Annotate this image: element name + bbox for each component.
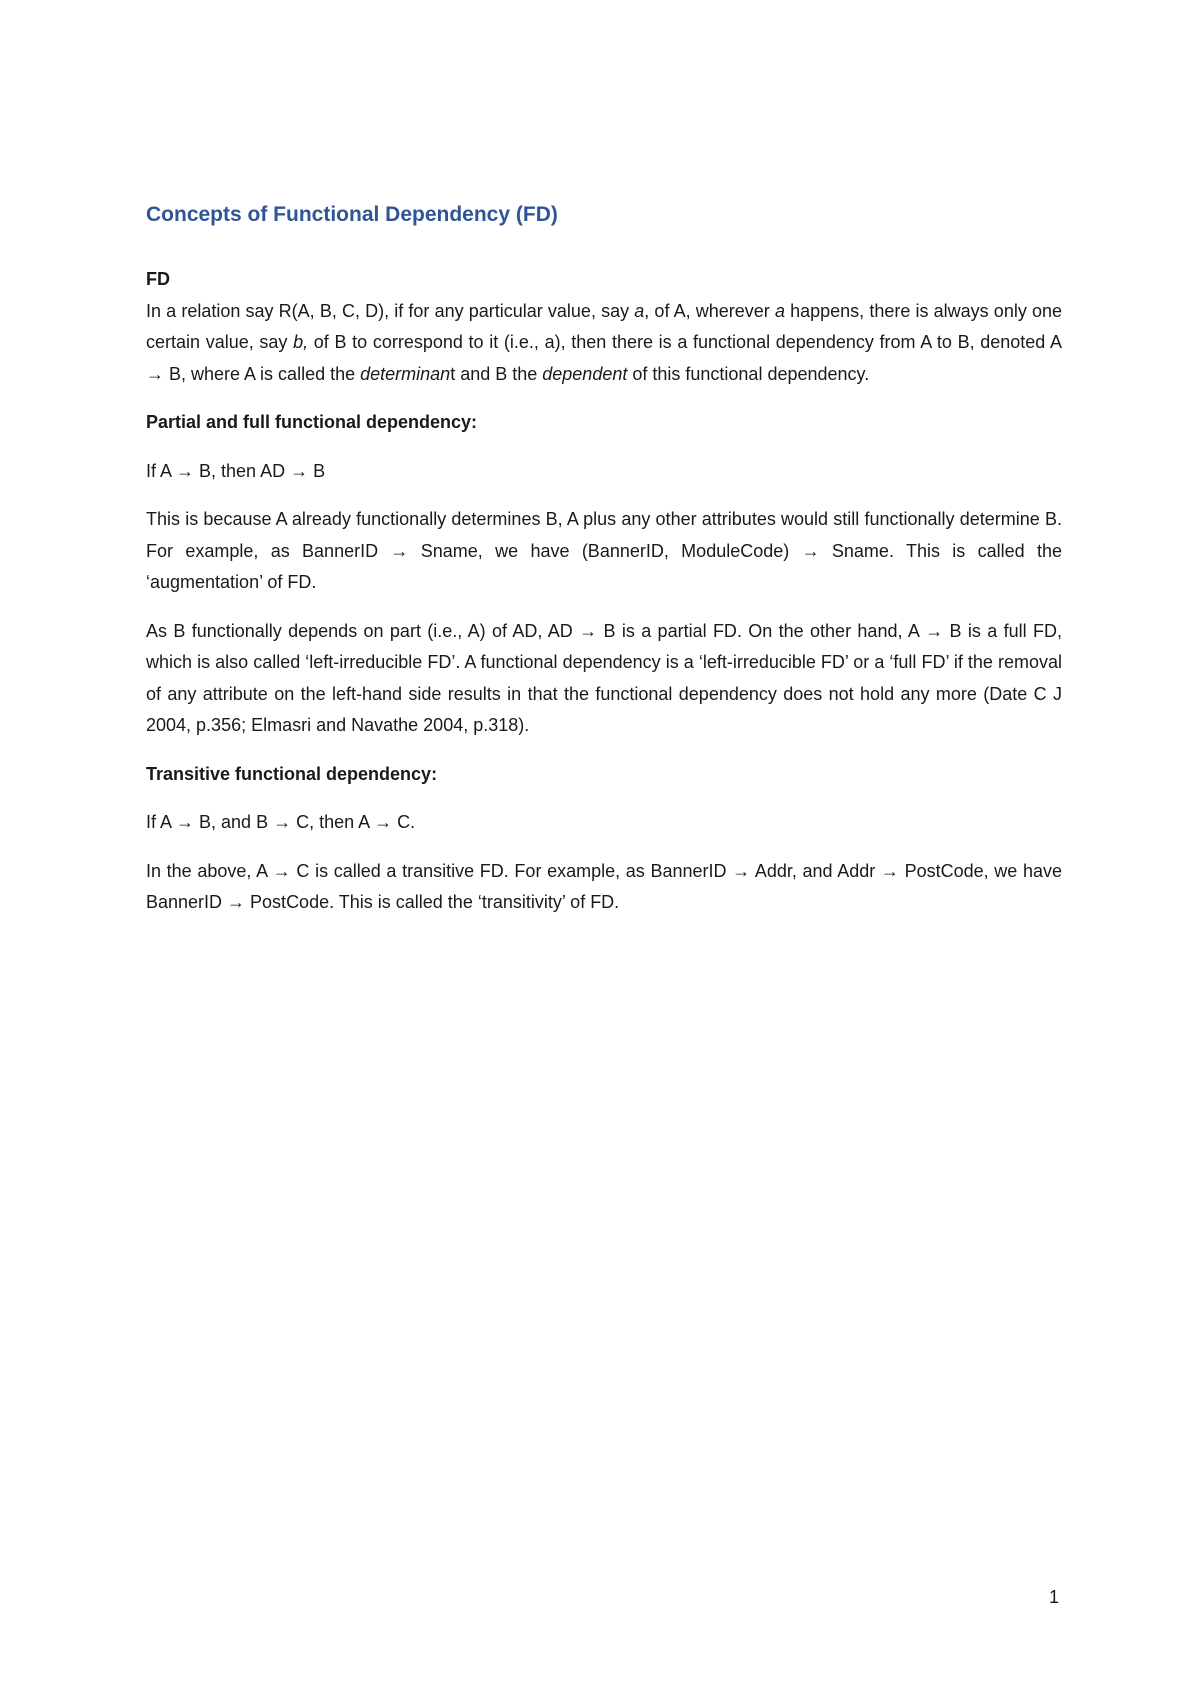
augmentation-paragraph: This is because A already functionally determines B, A plus any other attributes would still functionally determine B. For example, as BannerID → Sname, we have (BannerID, ModuleCode) → Sname. This is called the ‘augmentation’ of FD.: [146, 509, 1062, 592]
fd-text-2: , of A, wherever: [644, 300, 775, 321]
transitive-heading: Transitive functional dependency:: [146, 763, 438, 784]
fd-definition-paragraph: [146, 296, 1062, 391]
full-fd-paragraph: As B functionally depends on part (i.e., A) of AD, AD → B is a partial FD. On the other hand, A → B is a full FD, which is also called ‘left-irreducible FD’. A functional dependency is a ‘left-irreducible FD’ or a ‘full FD’ if the removal of any attribute on the left-hand side results in that the functional dependency does not hold any more (Date C J 2004, p.356; Elmasri and Navathe 2004, p.318).: [146, 620, 1062, 735]
fd-var-a-1: a: [634, 300, 645, 321]
fd-text-1: In a relation say R(A, B, C, D), if for any particular value, say: [146, 300, 635, 321]
transitivity-paragraph: In the above, A → C is called a transitive FD. For example, as BannerID → Addr, and Addr → PostCode, we have BannerID → PostCode. This is called the ‘transitivity’ of FD.: [146, 860, 1062, 912]
fd-text-4: of B to correspond to it (i.e., a), then there is a functional dependency from A to B, denoted A → B, where A is called the: [146, 332, 1062, 384]
augmentation-rule: If A → B, then AD → B: [146, 460, 326, 481]
fd-var-a-2: a: [774, 300, 785, 321]
partial-full-heading: Partial and full functional dependency:: [146, 412, 478, 432]
fd-var-b: b,: [293, 332, 309, 352]
fd-term-dependent: dependent: [542, 363, 628, 384]
fd-term-determinant: determinan: [360, 363, 451, 384]
document-title: Concepts of Functional Dependency (FD): [146, 203, 558, 226]
fd-text-6: of this functional dependency.: [627, 363, 870, 384]
page-number: 1: [1049, 1587, 1060, 1607]
fd-heading: FD: [146, 269, 170, 289]
fd-text-3: happens, there is always only one certain value, say: [146, 300, 1063, 352]
transitivity-rule: If A → B, and B → C, then A → C.: [146, 812, 416, 832]
document-body: [146, 200, 1062, 936]
fd-text-5: t and B the: [450, 363, 543, 384]
